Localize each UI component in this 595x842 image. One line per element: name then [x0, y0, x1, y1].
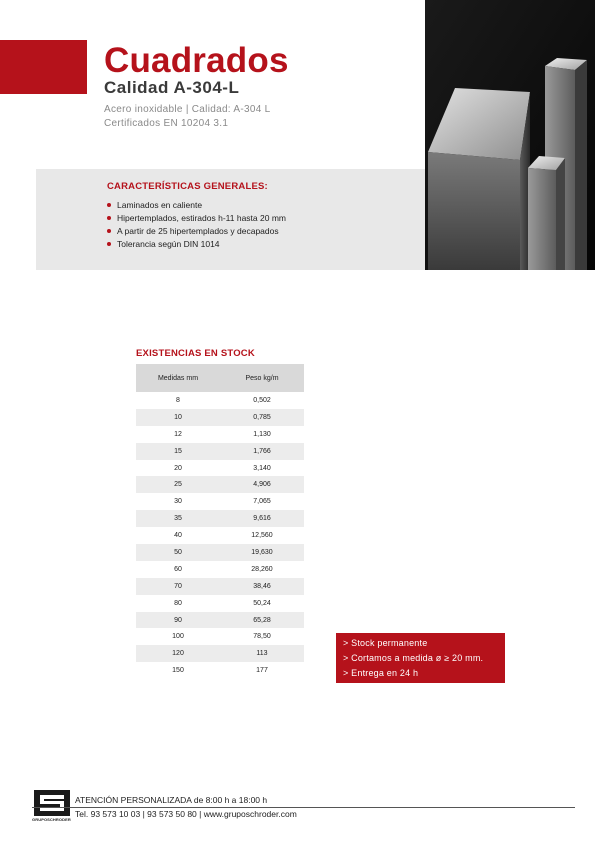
weight-cell: 177 [220, 662, 304, 679]
weight-cell: 12,560 [220, 527, 304, 544]
weight-cell: 113 [220, 645, 304, 662]
table-row [136, 628, 304, 645]
table-row [136, 443, 304, 460]
product-photo [425, 0, 595, 270]
weight-cell: 65,28 [220, 612, 304, 629]
table-row [136, 476, 304, 493]
size-cell: 8 [136, 392, 220, 409]
table-row [136, 578, 304, 595]
size-cell: 120 [136, 645, 220, 662]
weight-cell: 9,616 [220, 510, 304, 527]
table-row [136, 662, 304, 679]
table-row [136, 409, 304, 426]
logo-wordmark: GRUPOSCHRODER [32, 817, 71, 822]
footer-contact: Tel. 93 573 10 03 | 93 573 50 80 | www.gruposchroder.com [75, 809, 297, 819]
highlight-cutting: > Cortamos a medida ø ≥ 20 mm. [343, 653, 484, 663]
table-row [136, 561, 304, 578]
footer-hours: ATENCIÓN PERSONALIZADA de 8:00 h a 18:00 h [75, 795, 268, 805]
feature-item: A partir de 25 hipertemplados y decapados [107, 225, 286, 238]
table-row [136, 595, 304, 612]
highlight-stock: > Stock permanente [343, 638, 428, 648]
size-cell: 10 [136, 409, 220, 426]
size-cell: 150 [136, 662, 220, 679]
table-row [136, 460, 304, 477]
features-title: CARACTERÍSTICAS GENERALES: [107, 181, 268, 192]
stock-title: EXISTENCIAS EN STOCK [136, 348, 255, 359]
service-highlights-box [336, 633, 505, 683]
highlight-delivery: > Entrega en 24 h [343, 668, 419, 678]
size-cell: 80 [136, 595, 220, 612]
table-row [136, 426, 304, 443]
table-header-row [136, 364, 304, 392]
size-cell: 60 [136, 561, 220, 578]
weight-cell: 19,630 [220, 544, 304, 561]
steel-bars-image [425, 0, 595, 270]
header-accent-block [0, 40, 87, 94]
column-header-size: Medidas mm [136, 364, 220, 392]
material-info [104, 103, 271, 131]
footer-divider [32, 807, 575, 808]
feature-item: Tolerancia según DIN 1014 [107, 238, 286, 251]
size-cell: 25 [136, 476, 220, 493]
weight-cell: 1,130 [220, 426, 304, 443]
weight-cell: 1,766 [220, 443, 304, 460]
table-row [136, 510, 304, 527]
size-cell: 70 [136, 578, 220, 595]
table-row [136, 493, 304, 510]
logo-mark-icon [32, 789, 74, 817]
weight-cell: 38,46 [220, 578, 304, 595]
weight-cell: 50,24 [220, 595, 304, 612]
size-cell: 50 [136, 544, 220, 561]
weight-cell: 0,785 [220, 409, 304, 426]
features-list [107, 199, 286, 251]
weight-cell: 28,260 [220, 561, 304, 578]
features-panel [36, 169, 425, 270]
size-cell: 90 [136, 612, 220, 629]
certification: Certificados EN 10204 3.1 [104, 118, 229, 129]
feature-item: Laminados en caliente [107, 199, 286, 212]
size-cell: 15 [136, 443, 220, 460]
size-cell: 20 [136, 460, 220, 477]
column-header-weight: Peso kg/m [220, 364, 304, 392]
weight-cell: 4,906 [220, 476, 304, 493]
table-row [136, 527, 304, 544]
stock-table [136, 364, 304, 679]
table-row [136, 392, 304, 409]
feature-item: Hipertemplados, estirados h-11 hasta 20 mm [107, 212, 286, 225]
weight-cell: 3,140 [220, 460, 304, 477]
size-cell: 100 [136, 628, 220, 645]
table-row [136, 544, 304, 561]
material-grade: Acero inoxidable | Calidad: A-304 L [104, 104, 271, 115]
size-cell: 12 [136, 426, 220, 443]
table-row [136, 645, 304, 662]
size-cell: 30 [136, 493, 220, 510]
weight-cell: 7,065 [220, 493, 304, 510]
weight-cell: 78,50 [220, 628, 304, 645]
size-cell: 40 [136, 527, 220, 544]
table-row [136, 612, 304, 629]
page-subtitle: Calidad A-304-L [104, 78, 240, 97]
size-cell: 35 [136, 510, 220, 527]
weight-cell: 0,502 [220, 392, 304, 409]
page-title: Cuadrados [104, 41, 289, 80]
